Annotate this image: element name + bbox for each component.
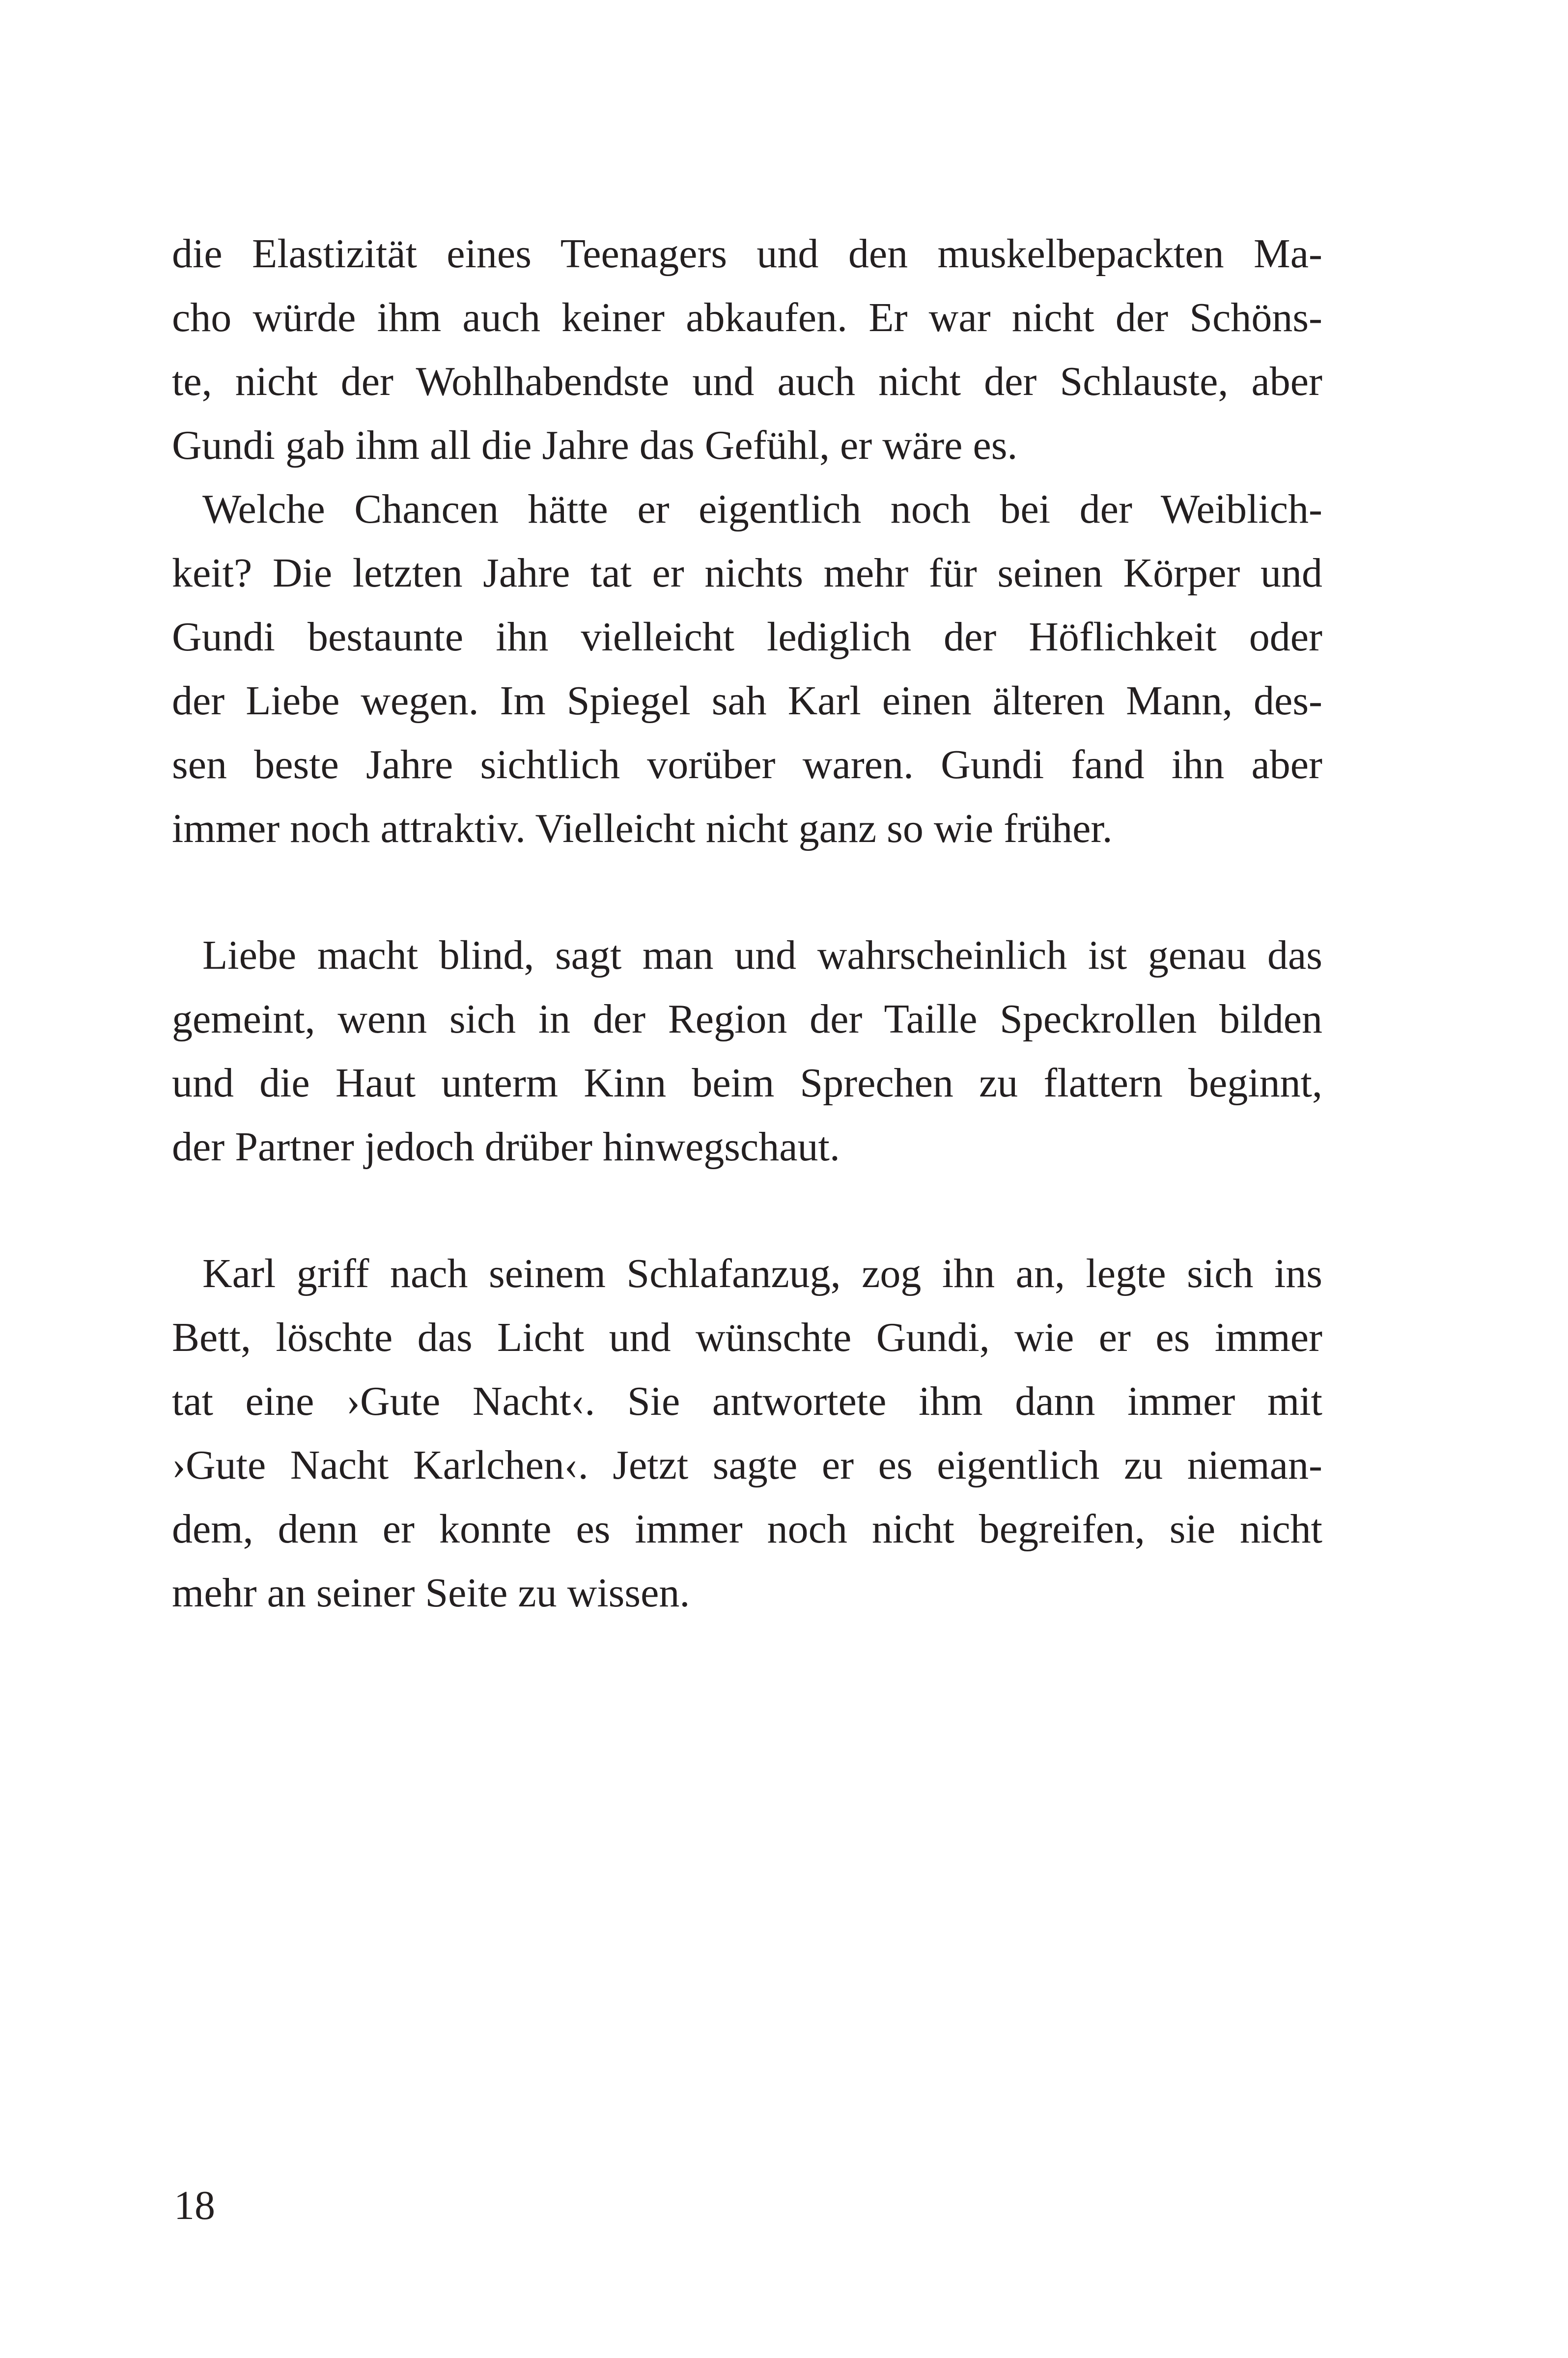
text-line: Gundi gab ihm all die Jahre das Gefühl, er wäre es. <box>172 422 1018 468</box>
text-line: gemeint, wenn sich in der Region der Taille Speckrollen bilden <box>172 996 1322 1042</box>
text-line: te, nicht der Wohlhabendste und auch nicht der Schlauste, aber <box>172 359 1322 404</box>
text-line: Gundi bestaunte ihn vielleicht lediglich der Höflichkeit oder <box>172 614 1322 660</box>
text-line: und die Haut unterm Kinn beim Sprechen zu flattern beginnt, <box>172 1060 1322 1106</box>
text-line: Bett, löschte das Licht und wünschte Gundi, wie er es immer <box>172 1315 1322 1360</box>
text-line: keit? Die letzten Jahre tat er nichts mehr für seinen Körper und <box>172 550 1322 596</box>
paragraph-3 <box>172 924 1322 1179</box>
text-line: die Elastizität eines Teenagers und den muskelbepackten Ma- <box>172 231 1322 277</box>
text-line: ›Gute Nacht Karlchen‹. Jetzt sagte er es eigentlich zu nieman- <box>172 1442 1322 1488</box>
page-number: 18 <box>174 2183 215 2228</box>
text-line: der Partner jedoch drüber hinwegschaut. <box>172 1124 840 1170</box>
text-section-3 <box>172 1242 1322 1625</box>
paragraph-1 <box>172 222 1322 477</box>
paragraph-4 <box>172 1242 1322 1625</box>
text-line: Welche Chancen hätte er eigentlich noch bei der Weiblich- <box>202 486 1322 532</box>
text-line: cho würde ihm auch keiner abkaufen. Er war nicht der Schöns- <box>172 295 1322 340</box>
text-line: immer noch attraktiv. Vielleicht nicht ganz so wie früher. <box>172 806 1113 851</box>
text-line: sen beste Jahre sichtlich vorüber waren. Gundi fand ihn aber <box>172 742 1322 787</box>
paragraph-2 <box>172 477 1322 861</box>
text-line: Karl griff nach seinem Schlafanzug, zog ihn an, legte sich ins <box>202 1251 1322 1296</box>
text-section-1 <box>172 222 1322 861</box>
text-line: tat eine ›Gute Nacht‹. Sie antwortete ihm dann immer mit <box>172 1378 1322 1424</box>
text-line: der Liebe wegen. Im Spiegel sah Karl einen älteren Mann, des- <box>172 678 1322 724</box>
text-line: dem, denn er konnte es immer noch nicht begreifen, sie nicht <box>172 1506 1322 1552</box>
text-section-2 <box>172 924 1322 1179</box>
text-line: mehr an seiner Seite zu wissen. <box>172 1570 690 1616</box>
text-line: Liebe macht blind, sagt man und wahrscheinlich ist genau das <box>202 932 1322 978</box>
